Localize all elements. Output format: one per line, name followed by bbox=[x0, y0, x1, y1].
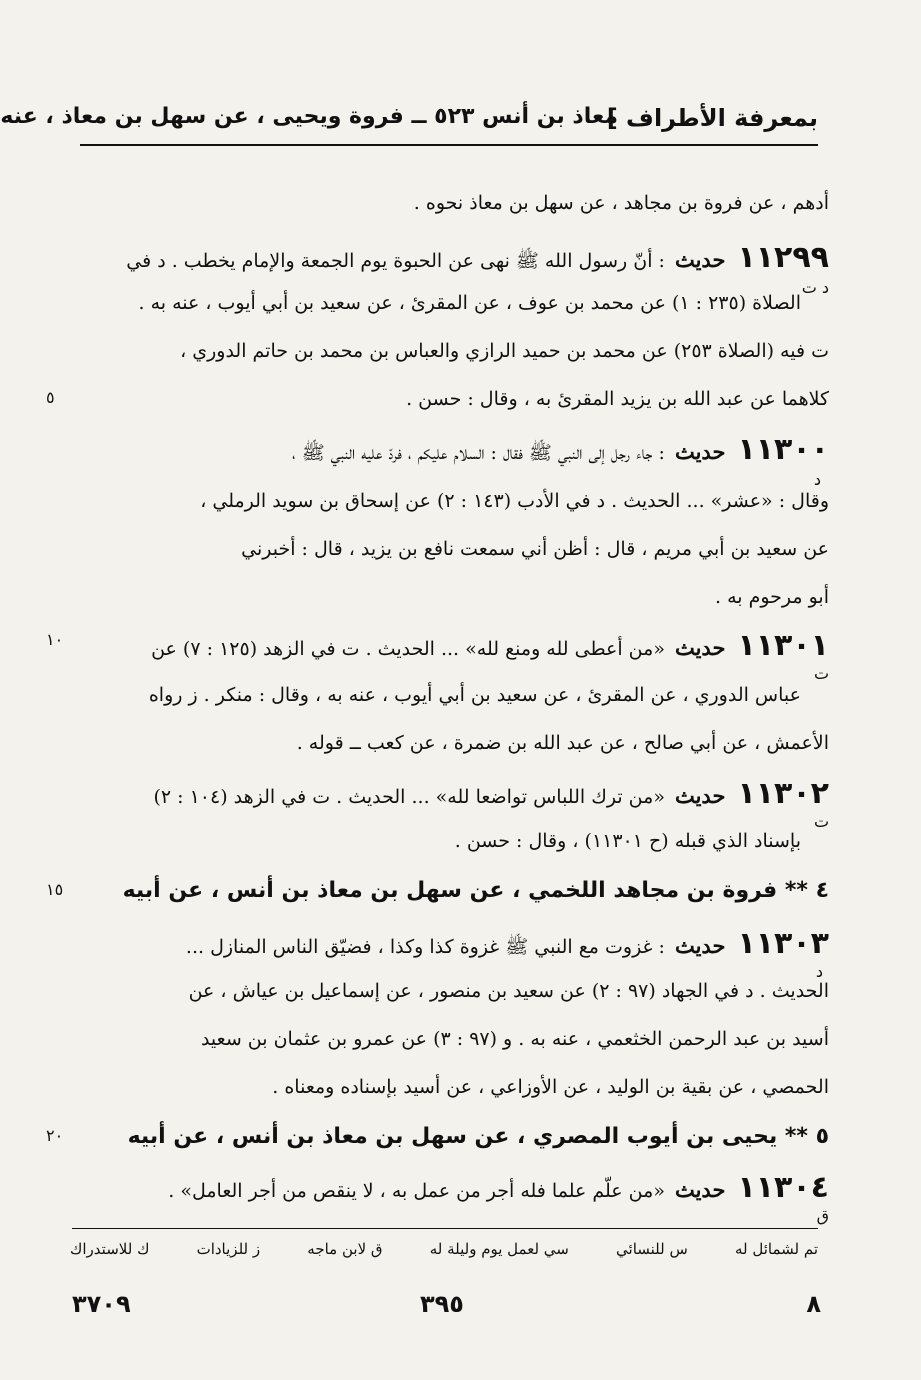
entry-11299-line-1 bbox=[70, 240, 829, 276]
text-line: ت فيه (الصلاة ٢٥٣) عن محمد بن حميد الرازي والعباس بن محمد بن حاتم الدوري ، bbox=[180, 340, 829, 362]
hadith-number: ١١٣٠٢ bbox=[737, 776, 829, 811]
section-marker: ٤ ** bbox=[784, 878, 829, 903]
entry-11301-line-1 bbox=[70, 628, 829, 664]
abbr-item: ق لابن ماجه bbox=[307, 1240, 383, 1258]
margin-siglum: د bbox=[815, 962, 823, 981]
line-number: ٥ bbox=[46, 388, 55, 407]
abbr-item: تم لشمائل له bbox=[734, 1240, 818, 1258]
text-line: الصلاة (٢٣٥ : ١) عن محمد بن عوف ، عن المقرئ ، عن سعيد بن أبي أيوب ، عنه به . bbox=[138, 292, 801, 314]
hadith-number: ١١٣٠٣ bbox=[737, 926, 829, 961]
margin-siglum: د bbox=[813, 470, 821, 489]
hadith-keyword: حديث bbox=[674, 783, 726, 808]
section-title: يحيى بن أيوب المصري ، عن سهل بن معاذ بن أنس ، عن أبيه bbox=[127, 1124, 778, 1149]
hadith-number: ١١٢٩٩ bbox=[737, 240, 829, 275]
entry-text: «من أعطى لله ومنع لله» ... الحديث . ت في الزهد (١٢٥ : ٧) عن bbox=[151, 638, 665, 660]
text-line: عباس الدوري ، عن المقرئ ، عن سعيد بن أبي أيوب ، عنه به ، وقال : منكر . ز رواه bbox=[148, 684, 801, 706]
hadith-number: ١١٣٠٠ bbox=[737, 432, 829, 467]
section-heading-farwa bbox=[123, 878, 829, 903]
abbr-item: ك للاستدراك bbox=[70, 1240, 150, 1258]
page-number-center: ٣٩٥ bbox=[420, 1290, 464, 1318]
hadith-number: ١١٣٠١ bbox=[737, 628, 829, 663]
text-line: أدهم ، عن فروة بن مجاهد ، عن سهل بن معاذ نحوه . bbox=[413, 192, 829, 214]
line-number: ١٠ bbox=[46, 630, 64, 649]
text-line: وقال : «عشر» ... الحديث . د في الأدب (١٤٣ : ٢) عن إسحاق بن سويد الرملي ، bbox=[200, 490, 829, 512]
section-heading-yahya bbox=[128, 1124, 829, 1149]
hadith-keyword: حديث bbox=[674, 439, 726, 464]
text-line: عن سعيد بن أبي مريم ، قال : أظن أني سمعت نافع بن يزيد ، قال : أخبرني bbox=[241, 538, 829, 560]
margin-siglum: ت bbox=[813, 812, 829, 831]
entry-text: «من ترك اللباس تواضعا لله» ... الحديث . ت في الزهد (١٠٤ : ٢) bbox=[153, 786, 665, 808]
footnote-rule bbox=[72, 1228, 818, 1229]
entry-11300-line-1 bbox=[70, 432, 829, 468]
hadith-keyword: حديث bbox=[674, 247, 726, 272]
margin-siglum: ت bbox=[813, 664, 829, 683]
abbr-item: س للنسائي bbox=[616, 1240, 688, 1258]
hadith-keyword: حديث bbox=[674, 635, 726, 660]
text-line: كلاهما عن عبد الله بن يزيد المقرئ به ، وقال : حسن . bbox=[406, 388, 829, 410]
section-title: فروة بن مجاهد اللخمي ، عن سهل بن معاذ بن أنس ، عن أبيه bbox=[122, 878, 778, 903]
section-marker: ٥ ** bbox=[784, 1124, 829, 1149]
abbr-item: ز للزيادات bbox=[196, 1240, 261, 1258]
margin-siglum: د ت bbox=[801, 278, 829, 297]
page-number-right: ٨ bbox=[806, 1290, 821, 1318]
hadith-keyword: حديث bbox=[674, 1177, 726, 1202]
page-number-left: ٣٧٠٩ bbox=[72, 1290, 131, 1318]
text-line: أبو مرحوم به . bbox=[715, 586, 829, 608]
entry-text: : جاء رجل إلى النبي ﷺ فقال : السلام عليكم ، فردّ عليه النبي ﷺ ، bbox=[292, 442, 665, 464]
header-rule bbox=[80, 144, 818, 146]
header-book-title: بمعرفة الأطراف ] bbox=[606, 104, 818, 132]
entry-text: : أنّ رسول الله ﷺ نهى عن الحبوة يوم الجمعة والإمام يخطب . د في bbox=[126, 250, 665, 272]
header-chapter: معاذ بن أنس ٥٢٣ ــ فروة ويحيى ، عن سهل بن معاذ ، عنه bbox=[0, 104, 618, 129]
entry-11303-line-1 bbox=[70, 926, 829, 962]
margin-siglum: ق bbox=[816, 1206, 829, 1225]
line-number: ٢٠ bbox=[46, 1126, 64, 1145]
abbr-item: سي لعمل يوم وليلة له bbox=[429, 1240, 569, 1258]
text-line: بإسناد الذي قبله (ح ١١٣٠١) ، وقال : حسن . bbox=[454, 830, 801, 852]
entry-text: : غزوت مع النبي ﷺ غزوة كذا وكذا ، فضيّق الناس المنازل ... bbox=[185, 936, 665, 958]
text-line: الحديث . د في الجهاد (٩٧ : ٢) عن سعيد بن منصور ، عن إسماعيل بن عياش ، عن bbox=[188, 980, 829, 1002]
hadith-keyword: حديث bbox=[674, 933, 726, 958]
entry-11304-line-1 bbox=[70, 1170, 829, 1206]
running-header bbox=[0, 100, 818, 140]
text-line: الأعمش ، عن أبي صالح ، عن عبد الله بن ضمرة ، عن كعب ــ قوله . bbox=[296, 732, 829, 754]
line-number: ١٥ bbox=[46, 880, 64, 899]
entry-text: «من علّم علما فله أجر من عمل به ، لا ينقص من أجر العامل» . bbox=[168, 1180, 665, 1202]
hadith-number: ١١٣٠٤ bbox=[737, 1170, 829, 1205]
text-line: الحمصي ، عن بقية بن الوليد ، عن الأوزاعي ، عن أسيد بإسناده ومعناه . bbox=[272, 1076, 829, 1098]
abbreviation-key bbox=[70, 1240, 818, 1268]
entry-11302-line-1 bbox=[70, 776, 829, 812]
text-line: أسيد بن عبد الرحمن الخثعمي ، عنه به . و (٩٧ : ٣) عن عمرو بن عثمان بن سعيد bbox=[200, 1028, 829, 1050]
